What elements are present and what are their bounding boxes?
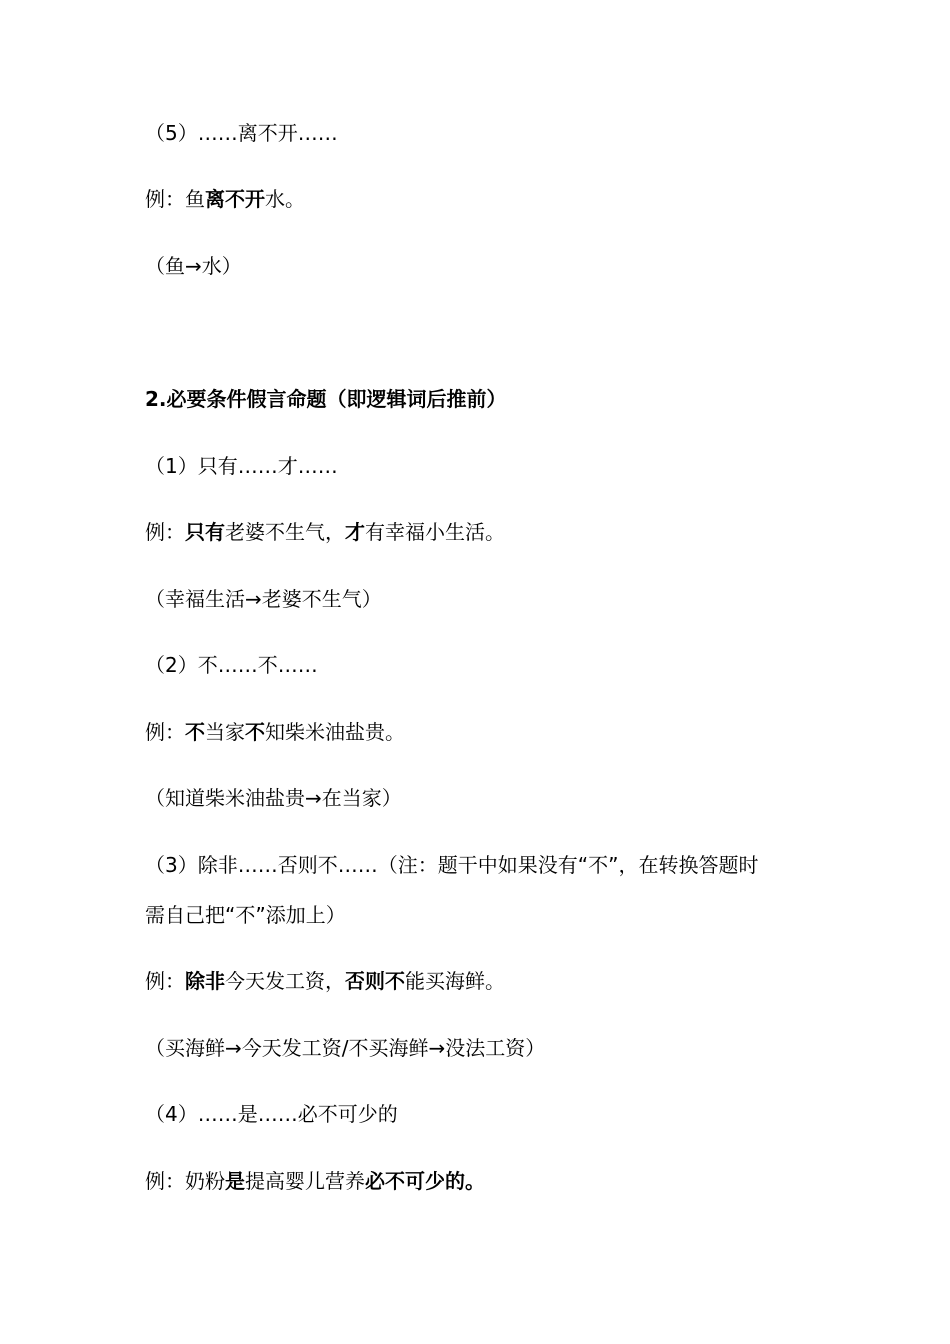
example-text: 当家 [205, 720, 245, 744]
item5-label: （5）……离不开…… [145, 121, 338, 145]
example-text: 例： [145, 969, 185, 993]
example-text: 老婆不生气， [225, 520, 345, 544]
example-text: 有幸福小生活。 [365, 520, 505, 544]
item4-label: （4）……是……必不可少的 [145, 1102, 398, 1126]
example-text: 例： [145, 520, 185, 544]
item3-formula: （买海鲜→今天发工资/不买海鲜→没法工资） [145, 1036, 546, 1060]
example-text: 今天发工资， [225, 969, 345, 993]
item2-formula: （知道柴米油盐贵→在当家） [145, 786, 402, 810]
keyword-bold: 是 [225, 1169, 245, 1193]
item4-example [145, 1167, 485, 1195]
item3-label-line2: 需自己把“不”添加上） [145, 903, 346, 927]
item2-example [145, 718, 405, 746]
keyword-bold: 除非 [185, 969, 225, 993]
section2-heading: 2.必要条件假言命题（即逻辑词后推前） [145, 387, 507, 411]
item5-example [145, 185, 305, 213]
keyword-bold: 离不开 [205, 187, 265, 211]
item1-label: （1）只有……才…… [145, 454, 338, 478]
example-text: 水。 [265, 187, 305, 211]
example-text: 例：鱼 [145, 187, 205, 211]
example-text: 例： [145, 720, 185, 744]
keyword-bold: 不 [185, 720, 205, 744]
keyword-bold: 只有 [185, 520, 225, 544]
item3-example [145, 967, 505, 995]
keyword-bold: 必不可少的。 [365, 1169, 485, 1193]
item2-label: （2）不……不…… [145, 653, 318, 677]
item3-label-line1: （3）除非……否则不……（注：题干中如果没有“不”，在转换答题时 [145, 853, 759, 877]
item1-formula: （幸福生活→老婆不生气） [145, 587, 382, 611]
example-text: 知柴米油盐贵。 [265, 720, 405, 744]
keyword-bold: 否则不 [345, 969, 405, 993]
item5-formula: （鱼→水） [145, 254, 242, 278]
keyword-bold: 不 [245, 720, 265, 744]
example-text: 例：奶粉 [145, 1169, 225, 1193]
example-text: 提高婴儿营养 [245, 1169, 365, 1193]
keyword-bold: 才 [345, 520, 365, 544]
item1-example [145, 518, 505, 546]
example-text: 能买海鲜。 [405, 969, 505, 993]
